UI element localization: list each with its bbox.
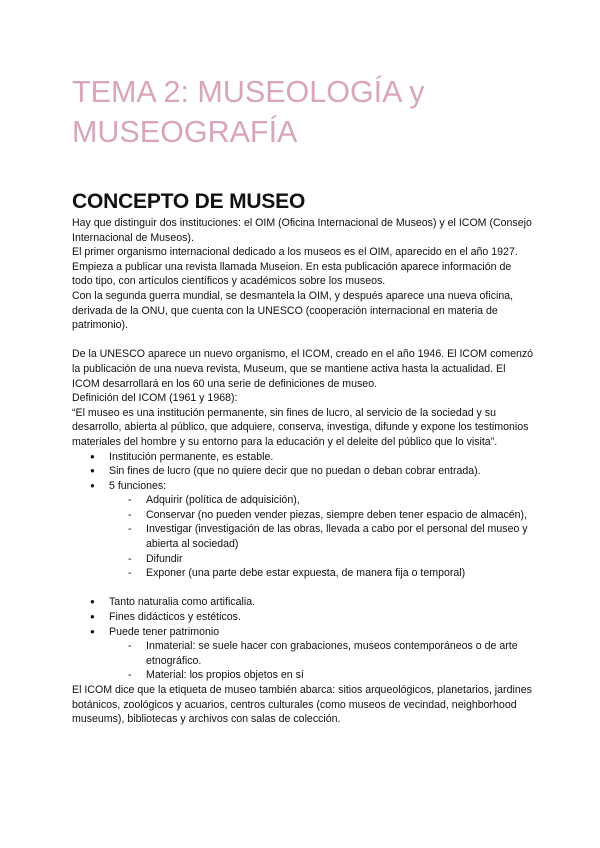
paragraph: Hay que distinguir dos instituciones: el OIM (Oficina Internacional de Museos) y el ICOM (Consejo Internacional de Museos).	[72, 217, 532, 244]
list-item: ● Fines didácticos y estéticos.	[72, 610, 534, 625]
bullet-list	[72, 595, 534, 639]
list-item-label: 5 funciones:	[109, 479, 167, 492]
list-item: ● Puede tener patrimonio	[72, 625, 534, 640]
sub-list-item: - Material: los propios objetos en sí	[72, 668, 534, 683]
sub-list-funciones	[72, 493, 534, 581]
section-heading: CONCEPTO DE MUSEO	[72, 190, 306, 213]
sub-list-item: - Conservar (no pueden vender piezas, siempre deben tener espacio de almacén),	[72, 508, 534, 523]
closing-paragraph: El ICOM dice que la etiqueta de museo también abarca: sitios arqueológicos, planetarios, jardines botánicos, zoológicos y acuarios, centros culturales (como museos de vecindad, neighborhood museums), bibliotecas y archivos con salas de colección.	[72, 684, 532, 726]
paragraph: Definición del ICOM (1961 y 1968):	[72, 392, 238, 405]
sub-list-item: - Exponer (una parte debe estar expuesta, de manera fija o temporal)	[72, 566, 534, 581]
definition-quote: “El museo es una institución permanente, sin fines de lucro, al servicio de la sociedad y su desarrollo, abierta al público, que adquiere, conserva, investiga, difunde y expone los testimonios materiales del hombre y su entorno para la educación y el deleite del público que lo visita”.	[72, 406, 529, 448]
bullet-list	[72, 450, 534, 494]
document-title: TEMA 2: MUSEOLOGÍA y MUSEOGRAFÍA	[72, 75, 425, 149]
list-item	[72, 479, 534, 494]
document-body	[72, 216, 534, 727]
paragraph: Con la segunda guerra mundial, se desmantela la OIM, y después aparece una nueva oficina, derivada de la ONU, que cuenta con la UNESCO (cooperación internacional en materia de patrimonio).	[72, 289, 514, 332]
list-item: ● Institución permanente, es estable.	[72, 450, 534, 465]
sub-list-item: - Adquirir (política de adquisición),	[72, 493, 534, 508]
sub-list-item: - Inmaterial: se suele hacer con grabaciones, museos contemporáneos o de arte etnográfico.	[72, 639, 534, 668]
spacer	[72, 581, 534, 596]
list-item: ● Sin fines de lucro (que no quiere decir que no puedan o deban cobrar entrada).	[72, 464, 534, 479]
sub-list-item: - Difundir	[72, 552, 534, 567]
sub-list-item: - Investigar (investigación de las obras, llevada a cabo por el personal del museo y abierta al sociedad)	[72, 522, 534, 551]
paragraph: El primer organismo internacional dedicado a los museos es el OIM, aparecido en el año 1927. Empieza a publicar una revista llamada Museion. En esta publicación aparece información de todo tipo, con artículos científicos y académicos sobre los museos.	[72, 246, 518, 288]
sub-list-patrimonio	[72, 639, 534, 683]
paragraph: De la UNESCO aparece un nuevo organismo, el ICOM, creado en el año 1946. El ICOM comenzó la publicación de una nueva revista, Museum, que se mantiene activa hasta la actualidad. El ICOM desarrollará en los 60 una serie de definiciones de museo.	[72, 348, 534, 390]
spacer	[72, 333, 534, 348]
list-item: ● Tanto naturalia como artificalia.	[72, 595, 534, 610]
